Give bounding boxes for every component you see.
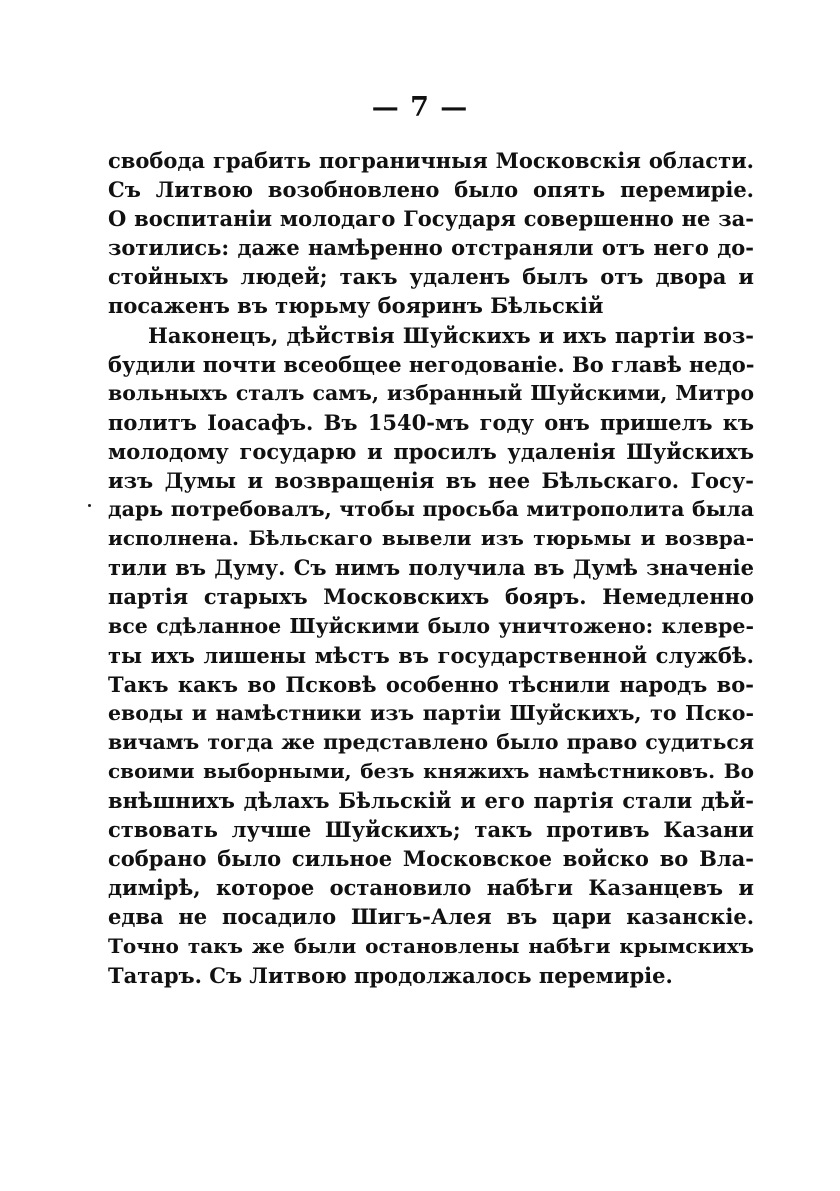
text-line: тили въ Думу. Съ нимъ получила въ Думѣ значеніе: [108, 555, 754, 581]
text-line: внѣшнихъ дѣлахъ Бѣльскій и его партія стали дѣй-: [108, 788, 754, 814]
text-line: едва не посадило Шигъ-Алея въ цари казанскіе.: [108, 904, 754, 930]
text-line: Точно такъ же были остановлены набѣги крымскихъ: [108, 933, 754, 958]
text-line: вольныхъ сталъ самъ, избранный Шуйскими, Митро: [108, 380, 754, 405]
text-line: посаженъ въ тюрьму бояринъ Бѣльскій: [108, 293, 604, 319]
text-line: дарь потребовалъ, чтобы просьба митрополита была: [108, 497, 754, 522]
page-number: — 7 —: [371, 92, 469, 123]
paragraph-2: [108, 321, 754, 990]
paragraph-1: [108, 146, 754, 321]
text-line: вичамъ тогда же представлено было право судиться: [108, 729, 754, 754]
text-line: Татаръ. Съ Литвою продолжалось перемиріе.: [108, 962, 673, 988]
text-line: ствовать лучше Шуйскихъ; такъ противъ Казани: [108, 817, 754, 843]
text-line: будили почти всеобщее негодованіе. Во главѣ недо-: [108, 351, 754, 377]
text-line: еводы и намѣстники изъ партіи Шуйскихъ, то Пско-: [108, 700, 754, 725]
margin-mark: [88, 504, 91, 507]
text-line: Съ Литвою возобновлено было опять перемиріе.: [108, 177, 754, 203]
text-line: своими выборными, безъ княжихъ намѣстниковъ. Во: [108, 758, 754, 783]
text-line: О воспитаніи молодаго Государя совершенно не за-: [108, 206, 754, 232]
text-line: Наконецъ, дѣйствія Шуйскихъ и ихъ партіи воз-: [148, 322, 754, 348]
text-line: все сдѣланное Шуйскими было уничтожено: клевре-: [108, 613, 754, 638]
text-line: свобода грабить пограничныя Московскія области.: [108, 148, 754, 173]
text-line: молодому государю и просилъ удаленія Шуйскихъ: [108, 438, 754, 464]
text-line: Такъ какъ во Псковѣ особенно тѣснили народъ во-: [108, 671, 754, 697]
text-line: собрано было сильное Московское войско во Вла-: [108, 846, 754, 872]
text-line: стойныхъ людей; такъ удаленъ былъ отъ двора и: [108, 264, 754, 290]
text-line: ты ихъ лишены мѣстъ въ государственной службѣ.: [108, 642, 754, 668]
text-line: зотились: даже намѣренно отстраняли отъ него до-: [108, 235, 754, 261]
text-line: исполнена. Бѣльскаго вывели изъ тюрьмы и возвра-: [108, 526, 754, 551]
text-line: димірѣ, которое остановило набѣги Казанцевъ и: [108, 875, 754, 901]
text-line: изъ Думы и возвращенія въ нее Бѣльскаго. Госу-: [108, 468, 754, 494]
body-text: [108, 146, 754, 990]
text-line: политъ Іоасафъ. Въ 1540-мъ году онъ пришелъ къ: [108, 409, 754, 435]
text-line: партія старыхъ Московскихъ бояръ. Немедленно: [108, 584, 754, 610]
